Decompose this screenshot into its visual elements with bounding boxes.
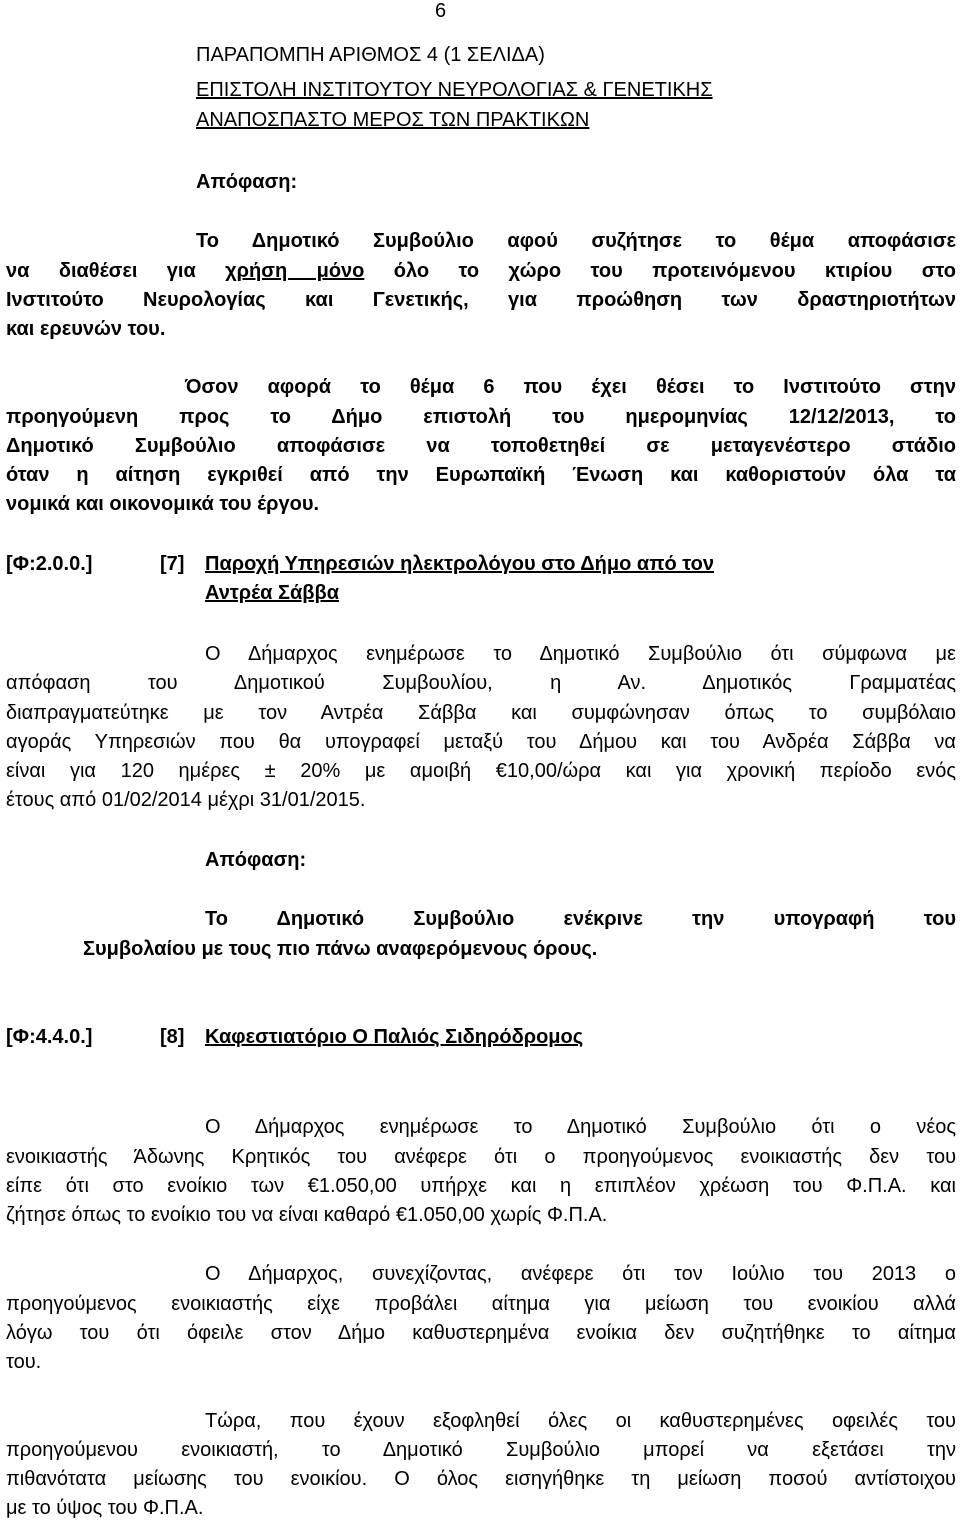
- item7-title-line-1: Παροχή Υπηρεσιών ηλεκτρολόγου στο Δήμο από τον: [205, 553, 714, 575]
- decision1-line-2a: να διαθέσει για: [6, 260, 226, 282]
- item8-p1-line-2: ενοικιαστής Άδωνης Κρητικός του ανέφερε ότι ο προηγούμενος ενοικιαστής δεν του: [6, 1146, 956, 1168]
- decision1-use-only: χρήση μόνο: [225, 260, 365, 282]
- decision-heading-2: Απόφαση:: [205, 849, 307, 871]
- item8-p3-line-4: με το ύψος του Φ.Π.Α.: [6, 1497, 204, 1519]
- decision1-line-2b: όλο το χώρο του προτεινόμενου κτιρίου στο: [364, 260, 956, 282]
- decision1-para2-line-5: νομικά και οικονομικά του έργου.: [6, 493, 320, 515]
- item7-body-line-4: αγοράς Υπηρεσιών που θα υπογραφεί μεταξύ του Δήμου και του Ανδρέα Σάββα να: [6, 731, 956, 753]
- decision1-line-2: [6, 259, 956, 283]
- reference-line-2: ΕΠΙΣΤΟΛΗ ΙΝΣΤΙΤΟΥΤΟΥ ΝΕΥΡΟΛΟΓΙΑΣ & ΓΕΝΕΤΙΚΗΣ: [196, 79, 713, 101]
- reference-line-3: ΑΝΑΠΟΣΠΑΣΤΟ ΜΕΡΟΣ ΤΩΝ ΠΡΑΚΤΙΚΩΝ: [196, 109, 590, 131]
- item8-p3-line-2: προηγούμενου ενοικιαστή, το Δημοτικό Συμβούλιο μπορεί να εξετάσει την: [6, 1439, 956, 1461]
- item7-body-line-1: Ο Δήμαρχος ενημέρωσε το Δημοτικό Συμβούλιο ότι σύμφωνα με: [205, 643, 956, 665]
- item8-p2-line-2: προηγούμενος ενοικιαστής είχε προβάλει αίτημα για μείωση του ενοικίου αλλά: [6, 1293, 956, 1315]
- item8-p2-line-3: λόγω του ότι όφειλε στον Δήμο καθυστερημένα ενοίκια δεν συζητήθηκε το αίτημα: [6, 1322, 956, 1344]
- reference-line-1: ΠΑΡΑΠΟΜΠΗ ΑΡΙΘΜΟΣ 4 (1 ΣΕΛΙΔΑ): [196, 44, 545, 66]
- decision1-para2-line-4: όταν η αίτηση εγκριθεί από την Ευρωπαϊκή Ένωση και καθοριστούν όλα τα: [6, 464, 956, 486]
- page-number: 6: [435, 0, 447, 22]
- item7-title-line-2: Αντρέα Σάββα: [205, 582, 340, 604]
- item7-code: [Φ:2.0.0.]: [6, 553, 93, 575]
- item8-p1-line-3: είπε ότι στο ενοίκιο των €1.050,00 υπήρχε και η επιπλέον χρέωση του Φ.Π.Α. και: [6, 1175, 956, 1197]
- decision1-para2-line-2: προηγούμενη προς το Δήμο επιστολή του ημερομηνίας 12/12/2013, το: [6, 406, 956, 428]
- item8-number: [8]: [160, 1026, 185, 1048]
- item7-body-line-2: απόφαση του Δημοτικού Συμβουλίου, η Αν. Δημοτικός Γραμματέας: [6, 672, 956, 694]
- item7-decision-line-1: Το Δημοτικό Συμβούλιο ενέκρινε την υπογραφή του: [205, 908, 956, 930]
- item8-p1-line-4: ζήτησε όπως το ενοίκιο του να είναι καθαρό €1.050,00 χωρίς Φ.Π.Α.: [6, 1204, 608, 1226]
- decision1-line-4: και ερευνών του.: [6, 318, 166, 340]
- item7-number: [7]: [160, 553, 185, 575]
- item8-p2-line-4: του.: [6, 1351, 42, 1373]
- item8-title: Καφεστιατόριο Ο Παλιός Σιδηρόδρομος: [205, 1026, 584, 1048]
- item8-p3-line-1: Τώρα, που έχουν εξοφληθεί όλες οι καθυστερημένες οφειλές του: [205, 1410, 956, 1432]
- item8-p1-line-1: Ο Δήμαρχος ενημέρωσε το Δημοτικό Συμβούλιο ότι ο νέος: [205, 1116, 956, 1138]
- item7-body-line-3: διαπραγματεύτηκε με τον Αντρέα Σάββα και συμφώνησαν όπως το συμβόλαιο: [6, 702, 956, 724]
- decision1-line-3: Ινστιτούτο Νευρολογίας και Γενετικής, για προώθηση των δραστηριοτήτων: [6, 289, 956, 311]
- item8-code: [Φ:4.4.0.]: [6, 1026, 93, 1048]
- item8-p3-line-3: πιθανότατα μείωσης του ενοικίου. Ο όλος εισηγήθηκε τη μείωση ποσού αντίστοιχου: [6, 1468, 956, 1490]
- decision1-line-1: Το Δημοτικό Συμβούλιο αφού συζήτησε το θέμα αποφάσισε: [196, 230, 956, 252]
- decision-heading-1: Απόφαση:: [196, 171, 298, 193]
- item7-decision-line-2: Συμβολαίου με τους πιο πάνω αναφερόμενους όρους.: [83, 938, 598, 960]
- item7-body-line-6: έτους από 01/02/2014 μέχρι 31/01/2015.: [6, 789, 366, 811]
- item7-body-line-5: είναι για 120 ημέρες ± 20% με αμοιβή €10,00/ώρα και για χρονική περίοδο ενός: [6, 760, 956, 782]
- decision1-para2-line-1: Όσον αφορά το θέμα 6 που έχει θέσει το Ινστιτούτο στην: [185, 376, 956, 398]
- item8-p2-line-1: Ο Δήμαρχος, συνεχίζοντας, ανέφερε ότι τον Ιούλιο του 2013 ο: [205, 1263, 956, 1285]
- decision1-para2-line-3: Δημοτικό Συμβούλιο αποφάσισε να τοποθετηθεί σε μεταγενέστερο στάδιο: [6, 435, 956, 457]
